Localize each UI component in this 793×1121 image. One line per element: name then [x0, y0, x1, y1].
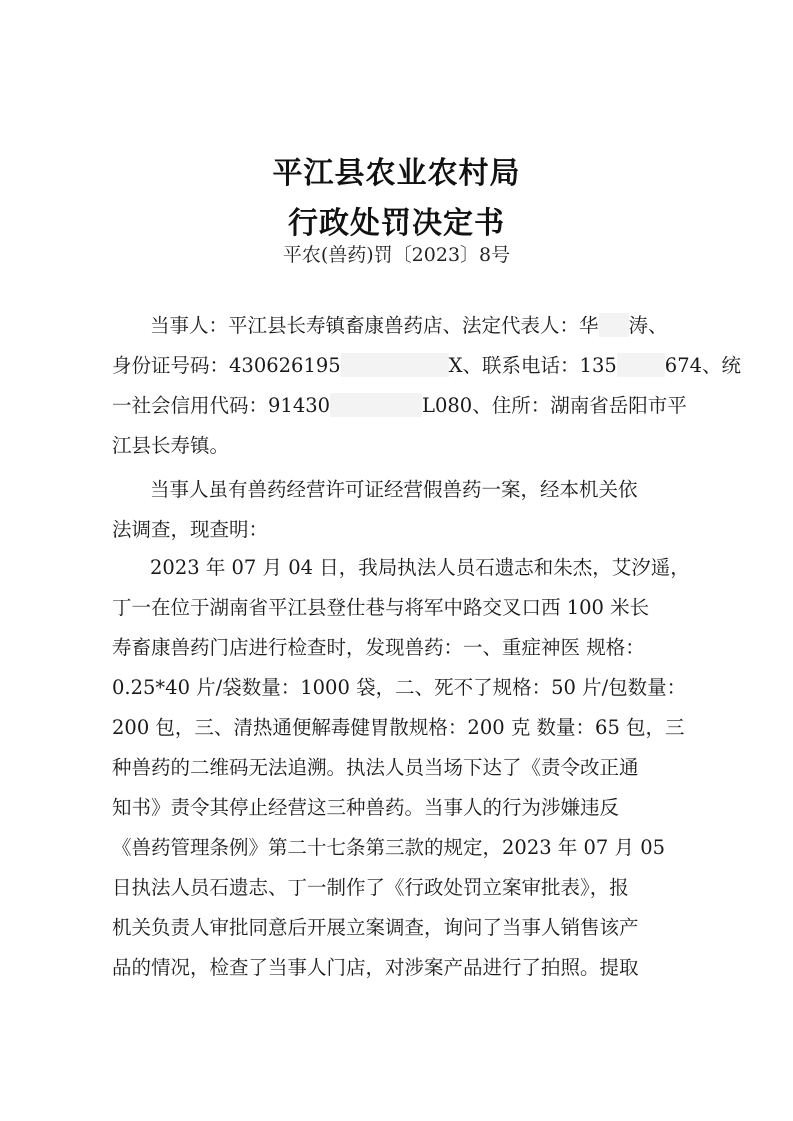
redaction-mark — [330, 393, 422, 417]
id-number-text: 身份证号码：430626195 — [112, 354, 341, 377]
intro-line-2: 法调查，现查明： — [112, 518, 269, 541]
facts-line: 品的情况，检查了当事人门店，对涉案产品进行了拍照。提取 — [112, 956, 639, 979]
address-text: L080、住所：湖南省岳阳市平 — [422, 394, 687, 417]
facts-line: 0.25*40 片/袋数量：1000 袋，二、死不了规格：50 片/包数量： — [112, 676, 687, 699]
facts-line: 机关负责人审批同意后开展立案调查，询问了当事人销售该产 — [112, 916, 639, 939]
redaction-mark — [341, 353, 449, 377]
redaction-mark — [599, 313, 629, 337]
facts-line: 种兽药的二维码无法追溯。执法人员当场下达了《责令改正通 — [112, 756, 639, 779]
redaction-mark — [617, 353, 665, 377]
credit-code-text: 一社会信用代码：91430 — [112, 394, 331, 417]
party-name-text: 当事人：平江县长寿镇畜康兽药店、法定代表人：华 — [150, 314, 599, 337]
phone-text: X、联系电话：135 — [448, 354, 617, 377]
party-line-3 — [112, 392, 687, 420]
facts-line: 知书》责令其停止经营这三种兽药。当事人的行为涉嫌违反 — [112, 796, 620, 819]
facts-line: 2023 年 07 月 04 日，我局执法人员石遗志和朱杰，艾汐遥， — [150, 556, 690, 579]
facts-line: 寿畜康兽药门店进行检查时，发现兽药：一、重症神医 规格： — [112, 636, 645, 659]
intro-line-1: 当事人虽有兽药经营许可证经营假兽药一案，经本机关依 — [150, 478, 638, 501]
party-line-1 — [150, 312, 668, 340]
facts-line: 200 包，三、清热通便解毒健胃散规格：200 克 数量：65 包，三 — [112, 716, 685, 739]
document-number: 平农(兽药)罚〔2023〕8号 — [282, 244, 511, 266]
party-line-4: 江县长寿镇。 — [112, 434, 230, 457]
facts-line: 日执法人员石遗志、丁一制作了《行政处罚立案审批表》，报 — [112, 876, 629, 899]
issuing-authority-title: 平江县农业农村局 — [272, 156, 521, 191]
party-line-2 — [112, 352, 741, 380]
party-rep-suffix: 涛、 — [628, 314, 668, 337]
phone-suffix-text: 674、统 — [664, 354, 742, 377]
document-type-title: 行政处罚决定书 — [288, 206, 505, 241]
facts-line: 《兽药管理条例》第二十七条第三款的规定，2023 年 07 月 05 — [112, 836, 666, 859]
facts-line: 丁一在位于湖南省平江县登仕巷与将军中路交叉口西 100 米长 — [112, 596, 650, 619]
